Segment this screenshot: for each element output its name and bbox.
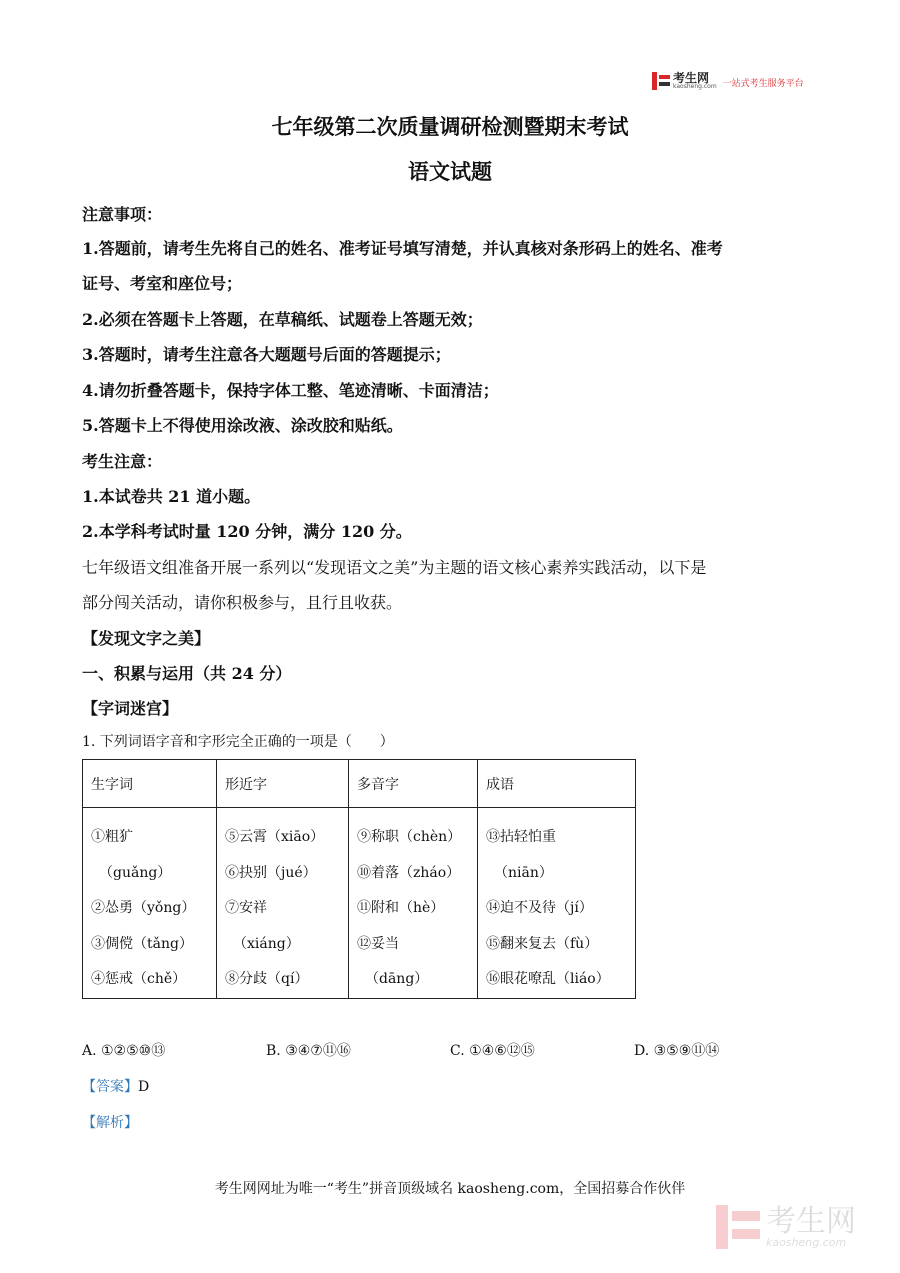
word-item: （dāng） xyxy=(365,971,429,987)
footer-text: 考生网网址为唯一“考生”拼音顶级域名 kaosheng.com，全国招募合作伙伴 xyxy=(214,1181,686,1197)
question-1-table xyxy=(82,759,636,999)
word-item: ④惩戒（chě） xyxy=(91,971,187,987)
answer-value: D xyxy=(138,1079,150,1095)
word-item: ⑮翻来复去（fù） xyxy=(486,935,599,952)
page-title: 七年级第二次质量调研检测暨期末考试 xyxy=(271,114,629,139)
word-item: （xiáng） xyxy=(233,935,300,952)
word-item: ⑯眼花嘹乱（liáo） xyxy=(486,971,610,987)
logo-domain: kaosheng.com xyxy=(673,83,717,90)
option-d: D. ③⑤⑨⑪⑭ xyxy=(634,1043,720,1059)
logo-name: 考生网 xyxy=(673,71,710,85)
table-cell xyxy=(217,808,349,999)
word-item: （niān） xyxy=(494,864,553,881)
candidate-note: 2.本学科考试时量 120 分钟，满分 120 分。 xyxy=(82,522,412,541)
section-tag: 【发现文字之美】 xyxy=(82,629,211,648)
watermark-domain: kaosheng.com xyxy=(766,1235,847,1249)
table-header: 成语 xyxy=(478,760,636,808)
analysis-label: 【解析】 xyxy=(82,1115,138,1131)
candidate-heading: 考生注意： xyxy=(82,452,163,471)
word-item: ⑤云霄（xiāo） xyxy=(225,829,325,845)
header-logo xyxy=(652,72,804,90)
table-cell xyxy=(349,808,478,999)
intro-line: 七年级语文组准备开展一系列以“发现语文之美”为主题的语文核心素养实践活动，以下是 xyxy=(82,558,707,577)
subsection-heading: 【字词迷宫】 xyxy=(82,699,179,718)
word-item: ⑭迫不及待（jí） xyxy=(486,900,593,916)
option-b: B. ③④⑦⑪⑯ xyxy=(266,1043,351,1059)
word-item: （guǎng） xyxy=(99,864,172,881)
notice-item: 2.必须在答题卡上答题，在草稿纸、试题卷上答题无效； xyxy=(82,310,483,329)
notice-item: 4.请勿折叠答题卡，保持字体工整、笔迹清晰、卡面清洁； xyxy=(82,381,499,400)
table-cell xyxy=(83,808,217,999)
logo-icon xyxy=(652,72,670,90)
intro-line: 部分闯关活动，请你积极参与，且行且收获。 xyxy=(82,593,403,612)
watermark-logo xyxy=(716,1205,856,1249)
word-item: ②怂勇（yǒng） xyxy=(91,900,196,916)
option-a: A. ①②⑤⑩⑬ xyxy=(82,1043,166,1059)
table-header: 形近字 xyxy=(217,760,349,808)
answer-row xyxy=(82,1076,149,1096)
word-item: ③倜傥（tǎng） xyxy=(91,935,193,952)
word-item: ⑦安祥 xyxy=(225,900,267,916)
word-item: ⑬拈轻怕重 xyxy=(486,829,556,845)
word-item: ⑥抉别（jué） xyxy=(225,864,317,881)
word-item: ⑩着落（zháo） xyxy=(357,864,461,881)
notice-item: 5.答题卡上不得使用涂改液、涂改胶和贴纸。 xyxy=(82,416,403,435)
notice-heading: 注意事项： xyxy=(82,205,163,224)
notice-item: 1.答题前，请考生先将自己的姓名、准考证号填写清楚，并认真核对条形码上的姓名、准考 xyxy=(82,239,723,258)
word-item: ⑪附和（hè） xyxy=(357,900,445,916)
notice-item: 证号、考室和座位号； xyxy=(82,274,243,293)
notice-item: 3.答题时，请考生注意各大题题号后面的答题提示； xyxy=(82,345,451,364)
candidate-note: 1.本试卷共 21 道小题。 xyxy=(82,487,261,506)
page-subtitle: 语文试题 xyxy=(408,159,492,184)
option-c: C. ①④⑥⑫⑮ xyxy=(450,1043,535,1059)
watermark-name: 考生网 xyxy=(766,1203,856,1239)
word-item: ⑫妥当 xyxy=(357,935,399,952)
part-heading: 一、积累与运用（共 24 分） xyxy=(82,664,292,683)
table-cell xyxy=(478,808,636,999)
word-item: ①粗犷 xyxy=(91,829,133,845)
table-header: 多音字 xyxy=(349,760,478,808)
answer-label: 【答案】 xyxy=(82,1079,138,1095)
word-item: ⑨称职（chèn） xyxy=(357,829,462,845)
watermark-icon xyxy=(716,1205,760,1249)
question-1-stem: 1. 下列词语字音和字形完全正确的一项是（ ） xyxy=(82,734,394,750)
word-item: ⑧分歧（qí） xyxy=(225,971,309,987)
table-header: 生字词 xyxy=(83,760,217,808)
logo-slogan: 一站式考生服务平台 xyxy=(722,79,804,89)
